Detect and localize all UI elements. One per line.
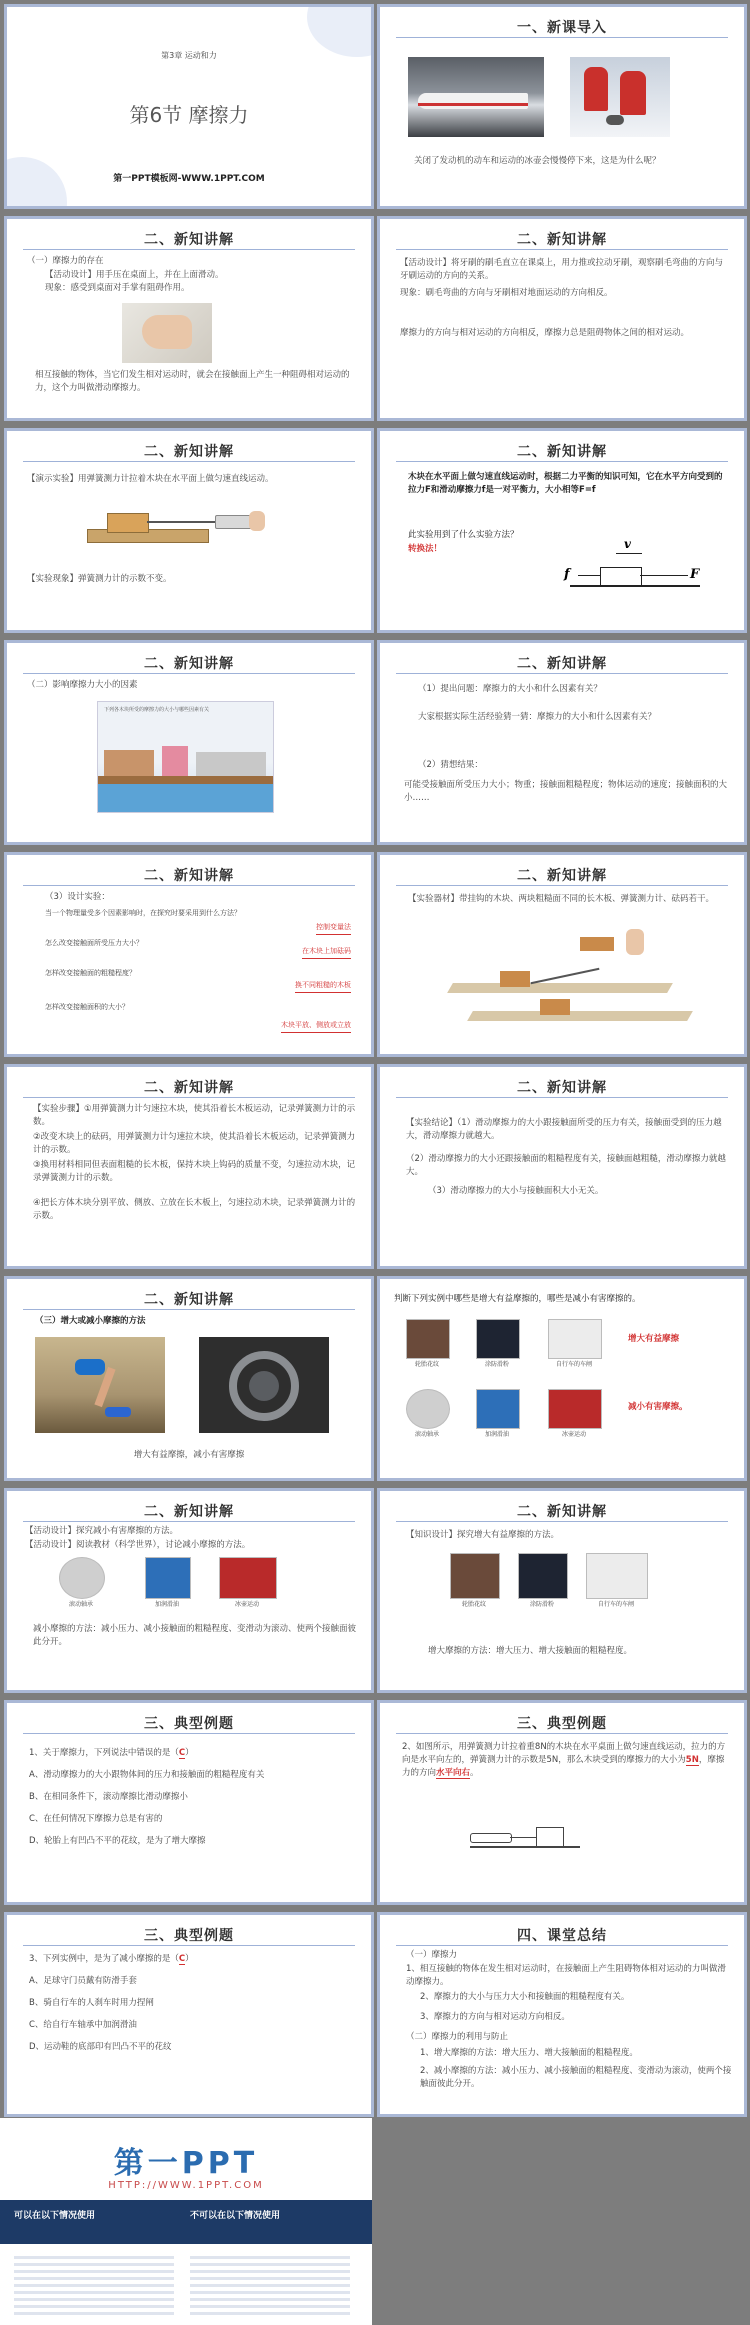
option-a[interactable]: A、足球守门员戴有防滑手套: [29, 1976, 137, 1986]
slide-friction-direction[interactable]: [377, 216, 747, 421]
activity-text: 【知识设计】探究增大有益摩擦的方法。: [406, 1530, 560, 1540]
observation-text: 现象：刷毛弯曲的方向与牙刷相对地面运动的方向相反。: [400, 288, 613, 298]
definition-text: 相互接触的物体，当它们发生相对运动时，就会在接触面上产生一种阻碍相对运动的力，这个力叫做滑动摩擦力。: [35, 370, 350, 393]
slide-title: 二、新知讲解: [517, 232, 607, 248]
oil-caption: 加润滑油: [154, 1601, 179, 1608]
reduce-methods: 减小摩擦的方法：减小压力、减小接触面的粗糙程度、变滑动为滚动、使两个接触面彼此分开。: [33, 1624, 357, 1647]
a2: 在木块上加砝码: [302, 945, 351, 959]
tire-caption: 轮胎花纹: [414, 1361, 439, 1368]
slide-equipment[interactable]: [377, 852, 747, 1057]
q4: 怎样改变接触面积的大小？: [45, 1003, 129, 1011]
question-text: 3、下列实例中，是为了减小摩擦的是（: [29, 1954, 179, 1964]
summary-3: 3、摩擦力的方向与相对运动方向相反。: [420, 2012, 570, 2022]
footer-links-right: [190, 2256, 350, 2316]
phenomenon-text: 【实验现象】弹簧测力计的示数不变。: [27, 574, 172, 584]
decrease-answer: 减小有害摩擦。: [628, 1402, 688, 1412]
title-divider: [23, 1097, 355, 1098]
question-text: 1、关于摩擦力，下列说法中错误的是（: [29, 1748, 179, 1758]
slide-title: 三、典型例题: [144, 1928, 234, 1944]
footer-band: [0, 2200, 372, 2244]
tire-image: [406, 1319, 450, 1359]
option-c[interactable]: C、给自行车轴承中加润滑油: [29, 2020, 137, 2030]
title-divider: [23, 1945, 355, 1946]
question-part-3: 。: [470, 1768, 479, 1778]
title-divider: [396, 1097, 728, 1098]
title-divider: [23, 1309, 355, 1310]
summary-heading-1: （一）摩擦力: [406, 1950, 458, 1960]
q2: 怎么改变接触面所受压力大小？: [45, 939, 143, 947]
force-label: F: [690, 567, 700, 582]
bearing-caption: 滚动轴承: [68, 1601, 93, 1608]
guess-prompt: 大家根据实际生活经验猜一猜：摩擦力的大小和什么因素有关？: [418, 712, 657, 722]
cover-title: 第6节 摩擦力: [129, 103, 249, 127]
brake-caption: 自行车的车闸: [555, 1361, 592, 1368]
slide-summary[interactable]: [377, 1912, 747, 2117]
title-divider: [23, 1733, 355, 1734]
slide-title: 二、新知讲解: [144, 444, 234, 460]
curling-image: [570, 57, 670, 137]
oil-caption: 加润滑油: [484, 1431, 509, 1438]
friction-label: f: [564, 567, 570, 582]
footer-url[interactable]: HTTP://WWW.1PPT.COM: [108, 2180, 264, 2191]
slide-title: 二、新知讲解: [144, 1080, 234, 1096]
oil-image: [145, 1557, 191, 1599]
summary-1: 1、相互接触的物体在发生相对运动时，在接触面上产生阻碍物体相对运动的力叫做滑动摩擦力。: [406, 1964, 726, 1987]
q1: 当一个物理量受多个因素影响时，在探究时要采用到什么方法？: [45, 909, 241, 917]
title-divider: [396, 249, 728, 250]
slide-title: 二、新知讲解: [517, 1080, 607, 1096]
title-divider: [23, 249, 355, 250]
activity-1: 【活动设计】探究减小有害摩擦的方法。: [25, 1526, 179, 1536]
question-part-2: ，摩擦力的方向: [402, 1755, 725, 1778]
factors-image-caption: 下列各木块所受的摩擦力的大小与哪些因素有关: [104, 707, 210, 713]
force-diagram: [564, 537, 700, 591]
option-b[interactable]: B、骑自行车的人刹车时用力捏闸: [29, 1998, 154, 2008]
slide-example-3[interactable]: [4, 1912, 374, 2117]
a3: 换不同粗糙的木板: [295, 979, 351, 993]
title-divider: [396, 1945, 728, 1946]
slide-procedure[interactable]: [4, 1064, 374, 1269]
footer-left-title: 可以在以下情况使用: [14, 2211, 96, 2221]
slide-influence-factors[interactable]: [4, 640, 374, 845]
conclusion-2: （2）滑动摩擦力的大小还跟接触面的粗糙程度有关，接触面越粗糙，滑动摩擦力就越大。: [406, 1154, 726, 1177]
option-a[interactable]: A、滑动摩擦力的大小跟物体间的压力和接触面的粗糙程度有关: [29, 1770, 265, 1780]
conclusion-1: 【实验结论】（1）滑动摩擦力的大小跟接触面所受的压力有关，接触面受到的压力越大，滑动摩擦力就越大。: [406, 1118, 722, 1141]
answer-direction: 水平向右: [436, 1768, 471, 1778]
slide-reduce-friction[interactable]: [4, 1488, 374, 1693]
step-4: ④把长方体木块分别平放、侧放、立放在长木板上，匀速拉动木块，记录弹簧测力计的示数。: [33, 1198, 356, 1221]
slide-title: 二、新知讲解: [517, 868, 607, 884]
curling-image: [219, 1557, 277, 1599]
observation-text: 现象：感受到桌面对手掌有阻碍作用。: [45, 283, 190, 293]
method-question: 此实验用到了什么实验方法？: [408, 530, 519, 540]
step-2: ②改变木块上的砝码，用弹簧测力计匀速拉木块，使其沿着长木板运动，记录弹簧测力计的示数。: [33, 1132, 356, 1155]
option-b[interactable]: B、在相同条件下，滚动摩擦比滑动摩擦小: [29, 1792, 188, 1802]
step-1: 【实验步骤】①用弹簧测力计匀速拉木块，使其沿着长木板运动，记录弹簧测力计的示数。: [33, 1104, 356, 1127]
demo-text: 【演示实验】用弹簧测力计拉着木块在水平面上做匀速直线运动。: [27, 474, 274, 484]
slide-title: 二、新知讲解: [144, 1504, 234, 1520]
brake-image: [548, 1319, 602, 1359]
increase-methods: 增大摩擦的方法：增大压力、增大接触面的粗糙程度。: [428, 1646, 633, 1656]
title-divider: [396, 885, 728, 886]
slide-example-1[interactable]: [4, 1700, 374, 1905]
slide-judge-examples[interactable]: [377, 1276, 747, 1481]
activity-2: 【活动设计】阅读教材（科学世界），讨论减小摩擦的方法。: [25, 1540, 251, 1550]
question-text: （1）提出问题：摩擦力的大小和什么因素有关？: [418, 684, 602, 694]
title-divider: [23, 673, 355, 674]
slide-title: 二、新知讲解: [144, 868, 234, 884]
equipment-image: [430, 927, 680, 1047]
subheading: （一）摩擦力的存在: [27, 256, 104, 266]
slide-title: 四、课堂总结: [517, 1928, 607, 1944]
bearing-caption: 滚动轴承: [414, 1431, 439, 1438]
question-text: 判断下列实例中哪些是增大有益摩擦的，哪些是减小有害摩擦的。: [394, 1294, 641, 1304]
slide-title: 二、新知讲解: [144, 232, 234, 248]
slide-title: 二、新知讲解: [144, 656, 234, 672]
conclusion-3: （3）滑动摩擦力的大小与接触面积大小无关。: [428, 1186, 604, 1196]
velocity-label: v: [624, 537, 631, 551]
chapter-label: 第3章 运动和力: [161, 51, 217, 60]
slide-increase-friction[interactable]: [377, 1488, 747, 1693]
equipment-text: 【实验器材】带挂钩的木块、两块粗糙面不同的长木板、弹簧测力计、砝码若干。: [408, 894, 715, 904]
title-divider: [23, 885, 355, 886]
hand-image: [122, 303, 212, 363]
slide-conclusion[interactable]: [377, 1064, 747, 1269]
curling-image: [548, 1389, 602, 1429]
title-divider: [396, 1521, 728, 1522]
slide-change-friction[interactable]: [4, 1276, 374, 1481]
step-3: ③换用材料相同但表面粗糙的长木板，保持木块上钩码的质量不变，匀速拉动木块，记录弹簧测力计的示数。: [33, 1160, 356, 1183]
train-image: [408, 57, 544, 137]
runner-image: [35, 1337, 165, 1433]
chalk-image: [476, 1319, 520, 1359]
result-heading: （2）猜想结果：: [418, 760, 483, 770]
footer-logo[interactable]: 第一PPT: [113, 2146, 259, 2181]
bearing-image: [406, 1389, 450, 1429]
slide-balance-forces[interactable]: [377, 428, 747, 633]
title-divider: [23, 1521, 355, 1522]
slide-title: 三、典型例题: [517, 1716, 607, 1732]
slide-friction-exists[interactable]: [4, 216, 374, 421]
slide-title: 二、新知讲解: [517, 444, 607, 460]
a1: 控制变量法: [316, 921, 351, 935]
subheading: （二）影响摩擦力大小的因素: [27, 680, 138, 690]
subheading: （三）增大或减小摩擦的方法: [35, 1316, 146, 1326]
tire-caption: 轮胎花纹: [461, 1601, 486, 1608]
brake-caption: 自行车的车闸: [597, 1601, 634, 1608]
bearing-image: [199, 1337, 329, 1433]
slide-intro[interactable]: [377, 4, 747, 209]
question-2: [402, 1741, 732, 1780]
slide-cover[interactable]: [4, 4, 374, 209]
title-divider: [396, 461, 728, 462]
method-caption: 增大有益摩擦，减小有害摩擦: [133, 1450, 245, 1460]
curling-caption: 冰壶运动: [234, 1601, 259, 1608]
site-label: 第一PPT模板网-WWW.1PPT.COM: [113, 174, 265, 184]
conclusion-text: 摩擦力的方向与相对运动的方向相反，摩擦力总是阻碍物体之间的相对运动。: [400, 328, 690, 338]
factors-image: [97, 701, 274, 813]
increase-answer: 增大有益摩擦: [628, 1334, 680, 1344]
oil-image: [476, 1389, 520, 1429]
footer-right-title: 不可以在以下情况使用: [190, 2211, 281, 2221]
intro-text: 关闭了发动机的动车和运动的冰壶会慢慢停下来，这是为什么呢？: [414, 156, 661, 166]
method-answer: 转换法！: [408, 544, 443, 554]
result-text: 可能受接触面所受压力大小；物重；接触面粗糙程度；物体运动的速度；接触面积的大小……: [404, 780, 728, 803]
footer-links-left: [14, 2256, 174, 2316]
slide-demo-experiment[interactable]: [4, 428, 374, 633]
question-end: ）: [185, 1954, 194, 1964]
tire-image: [450, 1553, 500, 1599]
title-divider: [23, 461, 355, 462]
brake-image: [586, 1553, 648, 1599]
bearing-image: [59, 1557, 105, 1599]
option-d[interactable]: D、轮胎上有凹凸不平的花纹，是为了增大摩擦: [29, 1836, 206, 1846]
slide-example-2[interactable]: [377, 1700, 747, 1905]
slide-title: 二、新知讲解: [517, 656, 607, 672]
spring-scale-image: [87, 499, 267, 549]
slide-design-experiment[interactable]: [4, 852, 374, 1057]
summary-5: 2、减小摩擦的方法：减小压力、减小接触面的粗糙程度、变滑动为滚动，使两个接触面彼此分开。: [420, 2066, 732, 2089]
chalk-caption: 涂防滑粉: [484, 1361, 509, 1368]
slide-title: 二、新知讲解: [517, 1504, 607, 1520]
footer-card: [0, 2118, 372, 2325]
a4: 木块平放、侧放或立放: [281, 1019, 351, 1033]
slide-title: 三、典型例题: [144, 1716, 234, 1732]
spring-scale-diagram: [470, 1827, 580, 1857]
question-3: [29, 1953, 194, 1966]
title-divider: [396, 37, 728, 38]
question-1: [29, 1747, 194, 1760]
answer: C: [178, 1748, 186, 1758]
answer-magnitude: 5N: [685, 1755, 699, 1765]
curling-caption: 冰壶运动: [561, 1431, 586, 1438]
summary-2: 2、摩擦力的大小与压力大小和接触面的粗糙程度有关。: [420, 1992, 630, 2002]
slide-hypothesis[interactable]: [377, 640, 747, 845]
question-end: ）: [185, 1748, 194, 1758]
slide-title: 一、新课导入: [517, 20, 607, 36]
activity-text: 【活动设计】用手压在桌面上，并在上面滑动。: [45, 270, 224, 280]
title-divider: [396, 673, 728, 674]
chalk-image: [518, 1553, 568, 1599]
summary-heading-2: （二）摩擦力的利用与防止: [406, 2032, 509, 2042]
activity-text: 【活动设计】将牙刷的刷毛直立在课桌上，用力推或拉动牙刷，观察刷毛弯曲的方向与牙刷运动的方向的关系。: [400, 258, 724, 281]
explanation-text: 木块在水平面上做匀速直线运动时，根据二力平衡的知识可知，它在水平方向受到的拉力F和滑动摩擦力f是一对平衡力，大小相等F=f: [408, 472, 723, 495]
subheading: （3）设计实验：: [45, 892, 110, 902]
summary-4: 1、增大摩擦的方法：增大压力、增大接触面的粗糙程度。: [420, 2048, 638, 2058]
q3: 怎样改变接触面的粗糙程度？: [45, 969, 136, 977]
answer: C: [178, 1954, 186, 1964]
title-divider: [396, 1733, 728, 1734]
slide-title: 二、新知讲解: [144, 1292, 234, 1308]
question-part-1: 2、如图所示，用弹簧测力计拉着重8N的木块在水平桌面上做匀速直线运动，拉力的方向是水平向左的，弹簧测力计的示数是5N，那么木块受到的摩擦力的大小为: [402, 1742, 726, 1765]
chalk-caption: 涂防滑粉: [529, 1601, 554, 1608]
option-d[interactable]: D、运动鞋的底部印有凹凸不平的花纹: [29, 2042, 172, 2052]
option-c[interactable]: C、在任何情况下摩擦力总是有害的: [29, 1814, 163, 1824]
